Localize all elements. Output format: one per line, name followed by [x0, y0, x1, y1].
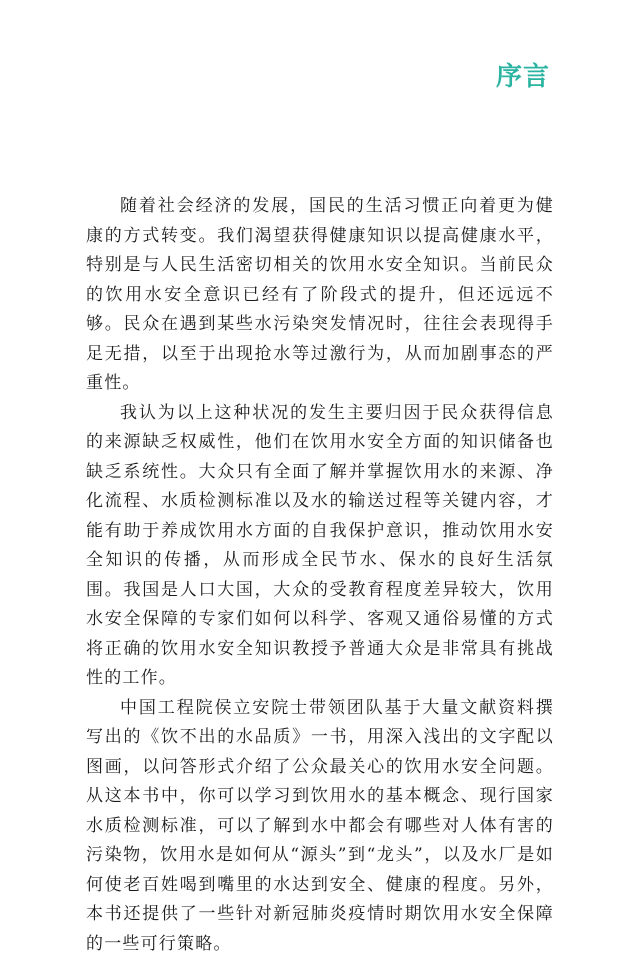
page-title: 序言 [496, 56, 550, 93]
paragraph-2: 我认为以上这种状况的发生主要归因于民众获得信息的来源缺乏权威性，他们在饮用水安全方面的知识储备也缺乏系统性。大众只有全面了解并掌握饮用水的来源、净化流程、水质检测标准以及水的输送过程等关键内容，才能有助于养成饮用水方面的自我保护意识，推动饮用水安全知识的传播，从而形成全民节水、保水的良好生活氛围。我国是人口大国，大众的受教育程度差异较大，饮用水安全保障的专家们如何以科学、客观又通俗易懂的方式将正确的饮用水安全知识教授予普通大众是非常具有挑战性的工作。 [86, 399, 554, 694]
preface-body [86, 192, 554, 959]
paragraph-3: 中国工程院侯立安院士带领团队基于大量文献资料撰写出的《饮不出的水品质》一书，用深入浅出的文字配以图画，以问答形式介绍了公众最关心的饮用水安全问题。从这本书中，你可以学习到饮用水的基本概念、现行国家水质检测标准，可以了解到水中都会有哪些对人体有害的污染物，饮用水是如何从“源头”到“龙头”，以及水厂是如何使老百姓喝到嘴里的水达到安全、健康的程度。另外，本书还提供了一些针对新冠肺炎疫情时期饮用水安全保障的一些可行策略。 [86, 694, 554, 959]
paragraph-1: 随着社会经济的发展，国民的生活习惯正向着更为健康的方式转变。我们渴望获得健康知识以提高健康水平，特别是与人民生活密切相关的饮用水安全知识。当前民众的饮用水安全意识已经有了阶段式的提升，但还远远不够。民众在遇到某些水污染突发情况时，往往会表现得手足无措，以至于出现抢水等过激行为，从而加剧事态的严重性。 [86, 192, 554, 399]
